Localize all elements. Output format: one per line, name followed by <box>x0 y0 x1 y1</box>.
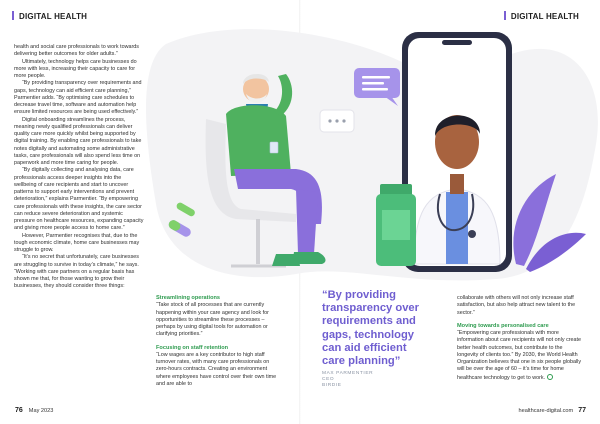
typing-dot <box>335 119 338 122</box>
body-column-middle <box>156 295 282 388</box>
pull-quote: “By providing transparency over requirements and gaps, technology can aid efficient care planning” <box>322 289 420 368</box>
section-label-text: DIGITAL HEALTH <box>19 12 88 21</box>
website-url: healthcare-digital.com <box>518 408 574 414</box>
section-marker <box>504 11 506 20</box>
attribution-company: BIRDIE <box>322 383 342 389</box>
paragraph: health and social care professionals to work towards delivering better outcomes for older adults.” <box>14 44 139 58</box>
paragraph: “By digitally collecting and analysing data, care professionals access deeper insights into the wellbeing of care recipients and start to uncover patterns to support early interventions and prevent deterioration,” explains Parmentier. “By empowering care professionals with these insights, the care sector can reduce severe deterioration and systemic pressure on healthcare resources, expanding capacity and giving more people access to home care.” <box>14 167 144 232</box>
page-number: 76 <box>15 407 23 414</box>
section-label-text: DIGITAL HEALTH <box>510 12 579 21</box>
quote-attribution <box>322 371 373 390</box>
phone-notch <box>442 40 472 45</box>
body-column-left <box>14 44 144 291</box>
pill-bottle-label <box>382 210 410 240</box>
paragraph <box>457 330 585 382</box>
paragraph: However, Parmentier recognises that, due to the tough economic climate, home care businesses may struggle to grow. <box>14 232 140 253</box>
chat-line <box>362 88 388 91</box>
paragraph: collaborate with others will not only increase staff satisfaction, but also help attract new talent to the sector.” <box>457 295 576 316</box>
page-number: 77 <box>578 407 586 414</box>
stethoscope-disc <box>468 230 476 238</box>
paragraph: “By providing transparency over requirements and gaps, technology can aid efficient care planning,” Parmentier adds. “By optimising care schedules to decrease travel time, software and automation help ensure limited resources are being used effectively.” <box>14 80 142 116</box>
typing-dot <box>342 119 345 122</box>
attribution-name: MAX PARMENTIER <box>322 371 374 376</box>
section-label-left <box>12 11 87 21</box>
paragraph: Digital onboarding streamlines the process, meaning newly qualified professionals can deliver quality care more quickly whilst being supported by digital training. By enabling care professionals to take notes digitally and automating some administrative tasks, care professionals will also spend less time on paperwork and more time caring for people. <box>14 116 142 166</box>
end-mark-icon <box>547 374 553 380</box>
paragraph: “Take stock of all processes that are currently happening within your care agency and look for opportunities to streamline these processes – perhaps by using digital tools for automation or clarifying priorities.” <box>156 302 269 338</box>
doctor-scrubs <box>446 192 468 264</box>
chat-line <box>362 82 384 85</box>
paragraph: “It’s no secret that unfortunately, care businesses are struggling to survive in today’s climate,” he says. “Working with care partners on a regular basis has shown me that, for those wanting to grow their businesses, they should consider three things: <box>14 254 139 290</box>
footer-left <box>15 407 53 414</box>
issue-date: May 2023 <box>28 408 54 414</box>
subheading: Streamlining operations <box>156 295 221 301</box>
telehealth-illustration <box>146 24 600 284</box>
body-column-right <box>457 295 585 382</box>
section-label-right <box>504 11 579 21</box>
footer-right <box>518 407 586 414</box>
patient-sweater <box>226 105 291 176</box>
chair-leg <box>256 219 260 264</box>
paragraph: “Low wages are a key contributor to high staff turnover rates, with many care professionals on zero-hours contracts. Creating an environment where employees have control over their own time and are able to <box>156 351 277 387</box>
patient-shoe <box>272 254 300 266</box>
paragraph: Ultimately, technology helps care businesses do more with less, increasing their capacity to care for more people. <box>14 58 137 79</box>
chat-line <box>362 76 390 79</box>
subheading: Focusing on staff retention <box>156 344 229 351</box>
paragraph-text: “Empowering care professionals with more information about care recipients will not only create better health outcomes, but contribute to the longevity of clients too.” By 2030, the World Health Organization believes that one in six people globally will be over the age of 60 – it’s time for home healthcare technology to get to work. <box>457 330 582 381</box>
subheading: Moving towards personalised care <box>457 322 549 329</box>
doctor-neck <box>450 174 464 194</box>
water-glass <box>270 142 278 153</box>
attribution-role: CEO <box>322 377 335 383</box>
typing-dot <box>328 119 331 122</box>
section-marker <box>12 11 14 20</box>
